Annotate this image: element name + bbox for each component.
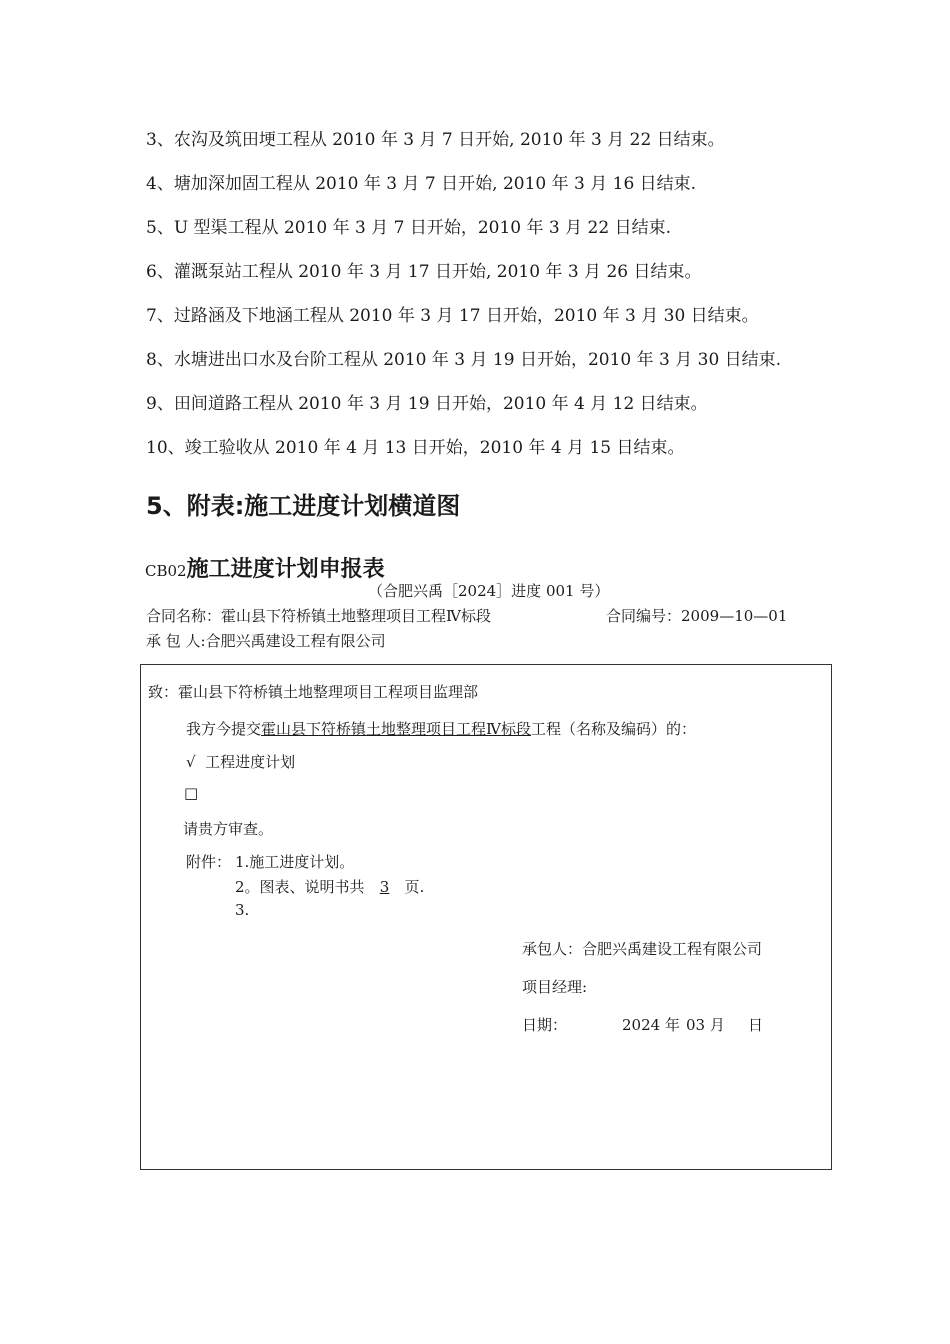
empty-checkbox-icon: □ (184, 784, 199, 802)
sign-date-day: 日 (748, 1016, 764, 1034)
contract-no: 2009—10—01 (681, 607, 788, 625)
check-item-label: 工程进度计划 (205, 753, 296, 771)
to-line: 致：霍山县下符桥镇土地整理项目工程项目监理部 (148, 683, 479, 701)
attach-2-pages: 3 (379, 878, 390, 896)
sign-manager: 项目经理: (522, 978, 588, 996)
schedule-item-4: 4、塘加深加固工程从 2010 年 3 月 7 日开始, 2010 年 3 月 16 日结束. (146, 174, 697, 194)
attach-2-suffix: 页. (404, 878, 425, 896)
schedule-item-5: 5、U 型渠工程从 2010 年 3 月 7 日开始，2010 年 3 月 22 日结束. (146, 218, 671, 238)
schedule-item-8: 8、水塘进出口水及台阶工程从 2010 年 3 月 19 日开始，2010 年 3 月 30 日结束. (146, 350, 782, 370)
contract-name: 霍山县下符桥镇土地整理项目工程Ⅳ标段 (221, 607, 492, 625)
contract-no-row (606, 605, 787, 626)
attach-1: 1.施工进度计划。 (235, 853, 355, 871)
section-heading: 5、附表:施工进度计划横道图 (146, 492, 461, 520)
submit-project: 霍山县下符桥镇土地整理项目工程Ⅳ标段 (261, 720, 532, 738)
doc-number: （合肥兴禹［2024］进度 001 号） (368, 582, 610, 600)
submit-line (186, 718, 696, 739)
check-mark-icon: √ (186, 753, 196, 771)
submit-prefix: 我方今提交 (186, 720, 262, 738)
request-line: 请贵方审查。 (183, 820, 274, 838)
contractor-label: 承 包 人: (146, 632, 206, 650)
attach-2 (235, 876, 424, 897)
contract-no-label: 合同编号： (606, 607, 682, 625)
contractor-name: 合肥兴禹建设工程有限公司 (205, 632, 386, 650)
schedule-item-7: 7、过路涵及下地涵工程从 2010 年 3 月 17 日开始，2010 年 3 月 30 日结束。 (146, 306, 759, 326)
schedule-item-9: 9、田间道路工程从 2010 年 3 月 19 日开始，2010 年 4 月 12 日结束。 (146, 394, 708, 414)
sign-date-year: 2024 年 (622, 1016, 680, 1034)
sign-date-month: 03 月 (686, 1016, 725, 1034)
attach-3: 3. (235, 901, 250, 919)
submit-suffix: 工程（名称及编码）的： (531, 720, 697, 738)
check-row (186, 751, 295, 772)
contract-name-row (146, 605, 491, 626)
form-heading (145, 552, 385, 583)
sign-date-label: 日期： (522, 1016, 568, 1034)
schedule-item-10: 10、竣工验收从 2010 年 4 月 13 日开始，2010 年 4 月 15 日结束。 (146, 438, 685, 458)
schedule-item-3: 3、农沟及筑田埂工程从 2010 年 3 月 7 日开始, 2010 年 3 月 22 日结束。 (146, 130, 725, 150)
form-title: 施工进度计划申报表 (186, 557, 385, 582)
sign-contractor: 承包人：合肥兴禹建设工程有限公司 (522, 940, 763, 958)
schedule-item-6: 6、灌溉泵站工程从 2010 年 3 月 17 日开始, 2010 年 3 月 26 日结束。 (146, 262, 702, 282)
form-code: CB02 (145, 562, 187, 580)
attach-2-prefix: 2。图表、说明书共 (235, 878, 365, 896)
contract-name-label: 合同名称： (146, 607, 222, 625)
contractor-row (146, 630, 386, 651)
attach-label: 附件： (186, 853, 232, 871)
